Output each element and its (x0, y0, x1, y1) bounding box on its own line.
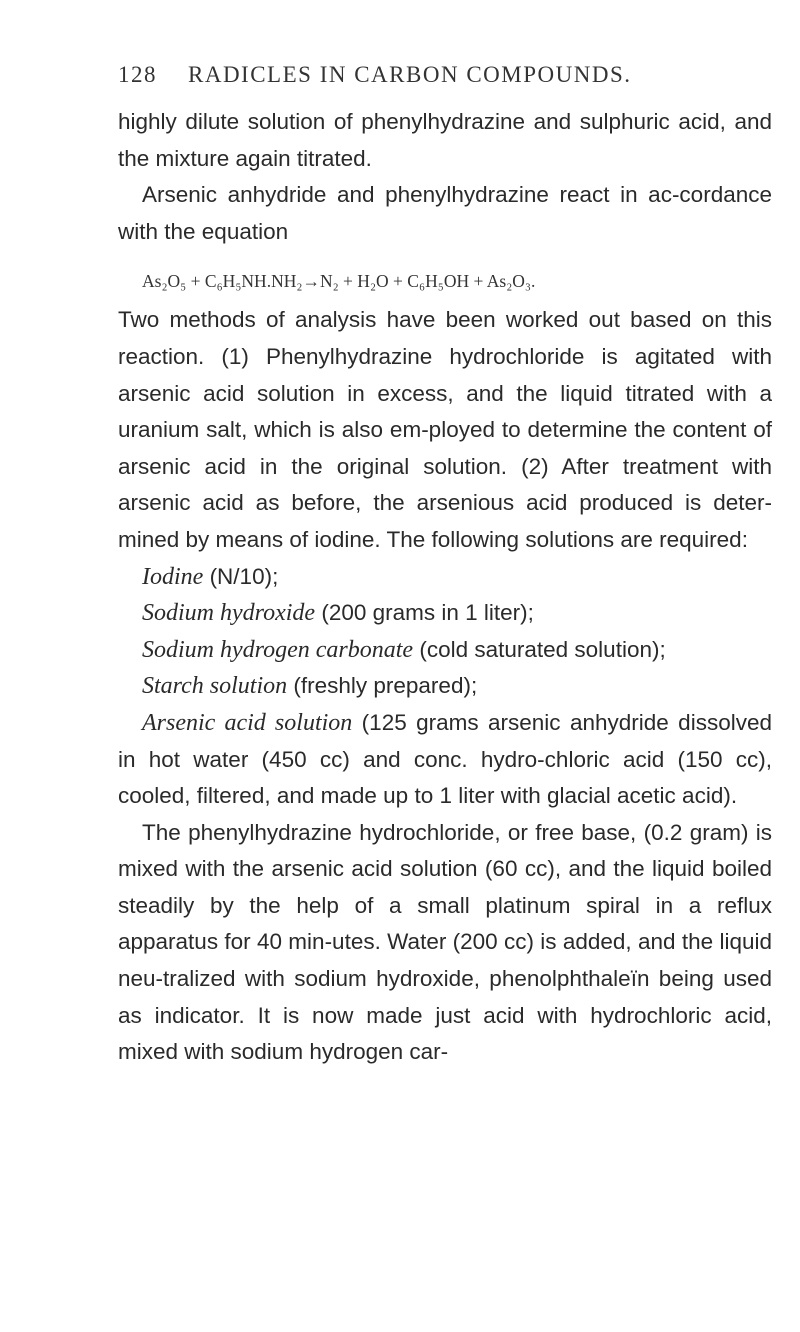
solution-desc: (freshly prepared); (287, 673, 478, 699)
running-header (118, 62, 760, 96)
solution-desc: (125 grams arsenic anhydride dissolved in hot water (450 cc) and conc. hydro-chloric acid (150 cc), cooled, filtered, and made up to 1 liter with glacial acetic acid). (118, 709, 772, 809)
solution-desc: (cold saturated solution); (413, 636, 666, 662)
chemical-equation: As₂O₅ + C₆H₅NH.NH₂→N₂ + H₂O + C₆H₅OH + As₂O₃. (142, 271, 536, 292)
paragraph-2: Arsenic anhydride and phenylhydrazine react in ac-cordance with the equation (118, 182, 772, 244)
solution-name: Arsenic acid solution (142, 709, 353, 736)
solution-name: Starch solution (142, 673, 288, 700)
solution-item (118, 559, 772, 596)
running-title: RADICLES IN CARBON COMPOUNDS. (188, 62, 632, 87)
solution-name: Sodium hydrogen carbonate (142, 636, 414, 663)
solution-item (118, 668, 772, 705)
solution-item (118, 595, 772, 632)
page-body (118, 104, 772, 1071)
solution-name: Iodine (142, 563, 204, 590)
solution-item (118, 632, 772, 669)
paragraph-1: highly dilute solution of phenylhydrazine and sulphuric acid, and the mixture again titrated. (118, 109, 772, 171)
solution-name: Sodium hydroxide (142, 600, 316, 627)
solution-desc: (200 grams in 1 liter); (315, 600, 534, 626)
solution-item (118, 705, 772, 815)
solution-desc: (N/10); (203, 563, 279, 589)
paragraph-3: Two methods of analysis have been worked out based on this reaction. (1) Phenylhydrazine hydrochloride is agitated with arsenic acid solution in excess, and the liquid titrated with a uranium salt, which is also em-ployed to determine the content of arsenic acid in the original solution. (2) After treatment with arsenic acid as before, the arsenious acid produced is deter-mined by means of iodine. The following solutions are required: (118, 307, 772, 552)
page-number: 128 (118, 62, 157, 87)
paragraph-4: The phenylhydrazine hydrochloride, or free base, (0.2 gram) is mixed with the arsenic acid solution (60 cc), and the liquid boiled steadily by the help of a small platinum spiral in a reflux apparatus for 40 min-utes. Water (200 cc) is added, and the liquid neu-tralized with sodium hydroxide, phenolphthaleïn being used as indicator. It is now made just acid with hydrochloric acid, mixed with sodium hydrogen car- (118, 819, 772, 1065)
